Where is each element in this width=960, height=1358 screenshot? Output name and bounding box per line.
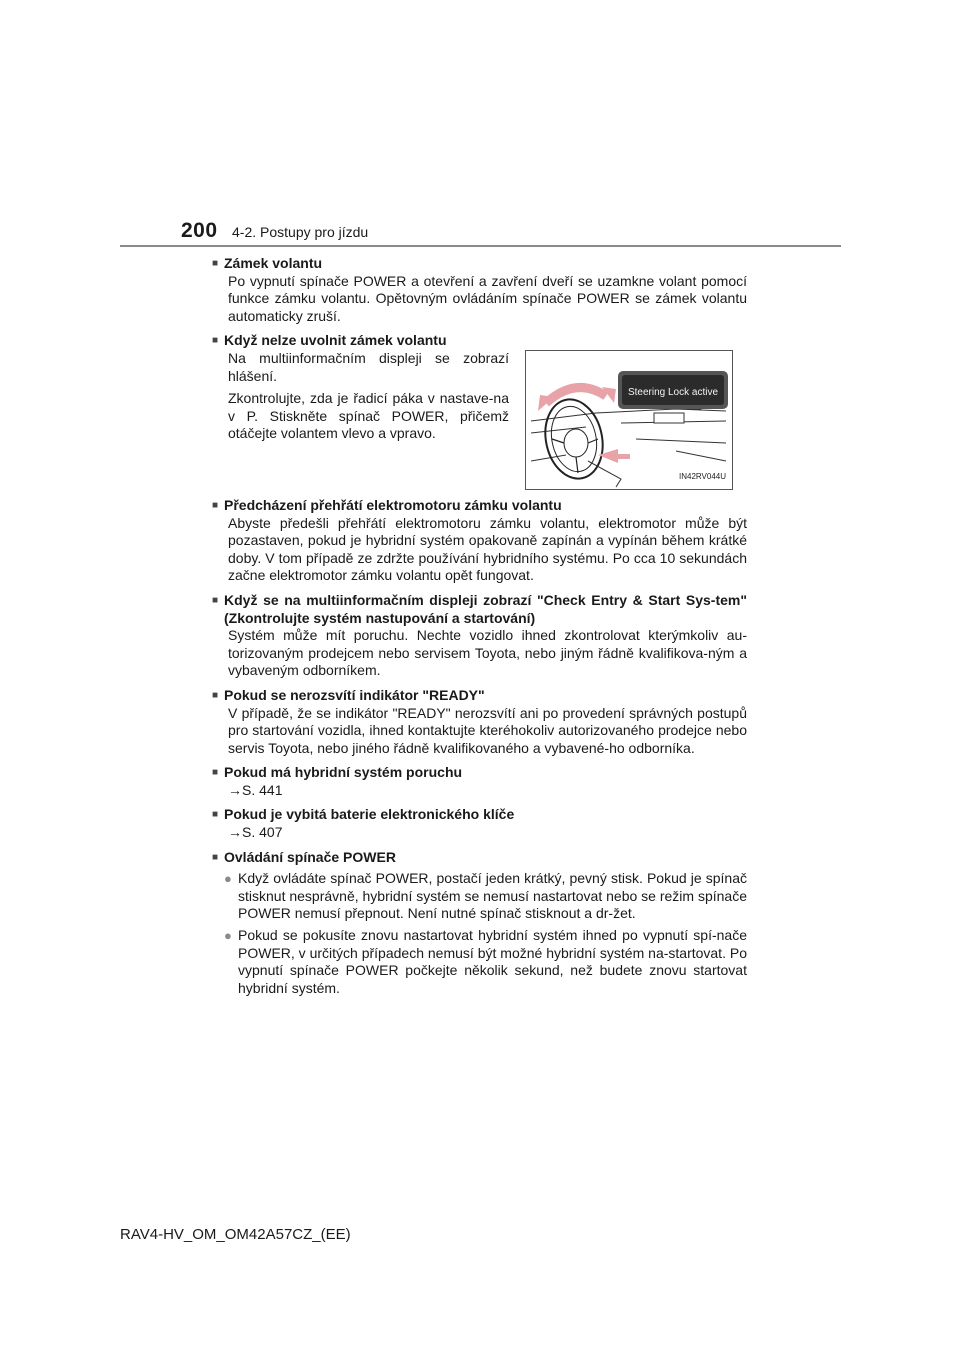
section-power-switch xyxy=(212,849,747,998)
section-heading: Ovládání spínače POWER xyxy=(224,848,396,865)
square-bullet-icon: ■ xyxy=(212,767,219,779)
section-heading: Pokud má hybridní systém poruchu xyxy=(224,764,463,781)
section-body: Po vypnutí spínače POWER a otevření a zavření dveří se uzamkne volant pomocí funkce zámku volantu. Opětovným ovládáním spínače POWER se zámek volantu automaticky zruší. xyxy=(228,272,747,324)
square-bullet-icon: ■ xyxy=(212,335,219,347)
square-bullet-icon: ■ xyxy=(212,809,219,821)
section-heading: Pokud je vybitá baterie elektronického klíče xyxy=(224,806,515,823)
paragraph: Na multiinformačním displeji se zobrazí hlášení. xyxy=(228,349,509,384)
square-bullet-icon: ■ xyxy=(212,689,219,701)
section-body: V případě, že se indikátor "READY" nerozsvítí ani po provedení správných postupů pro startování vozidla, ihned kontaktujte kteréhokoliv autorizovaného prodejce nebo servis Toyota, nebo jiného řádně kvalifikovaného a vybavené-ho odborníka. xyxy=(228,704,747,756)
section-overheat xyxy=(212,497,747,585)
circle-bullet-icon: ● xyxy=(224,928,232,944)
section-body: Abyste předešli přehřátí elektromotoru zámku volantu, elektromotor může být pozastaven, pokud je hybridní systém opakovaně zapínán a vypínán během krátké doby. V tom případě ze zdržte používání hybridního systému. Po cca 10 sekundách začne elektromotor zámku volantu opět fungovat. xyxy=(228,514,747,584)
page-reference[interactable]: →S. 407 xyxy=(228,824,283,841)
section-title: 4-2. Postupy pro jízdu xyxy=(232,224,369,240)
document-code: RAV4-HV_OM_OM42A57CZ_(EE) xyxy=(120,1226,351,1243)
section-heading: Zámek volantu xyxy=(224,255,323,271)
list-item-text: Pokud se pokusíte znovu nastartovat hybridní systém ihned po vypnutí spí-nače POWER, v určitých případech nemusí být možné hybridní systém na-startovat. Po vypnutí spínače POWER počkejte několik sekund, než budete znovu startovat hybridní systém. xyxy=(238,927,747,996)
page-content xyxy=(212,255,747,1004)
list-item xyxy=(224,870,747,923)
section-hybrid-fault xyxy=(212,764,747,799)
section-ready xyxy=(212,687,747,757)
section-heading: Když se na multiinformačním displeji zobrazí "Check Entry & Start Sys-tem" (Zkontrolujte systém nastupování a startování) xyxy=(224,591,747,626)
list-item-text: Když ovládáte spínač POWER, postačí jeden krátký, pevný stisk. Pokud je spínač stisknut nesprávně, hybridní systém se nemusí nastartovat nebo se režim spínače POWER nemusí přepnout. Není nutné spínač stisknout a dr-žet. xyxy=(238,870,747,922)
section-body: Systém může mít poruchu. Nechte vozidlo ihned zkontrolovat kterýmkoliv au-torizovaným prodejcem nebo servisem Toyota, nebo jiným řádně kvalifikova-ným a vybaveným odborníkem. xyxy=(228,627,747,679)
square-bullet-icon: ■ xyxy=(212,594,219,606)
header-rule xyxy=(120,245,841,247)
square-bullet-icon: ■ xyxy=(212,258,219,269)
square-bullet-icon: ■ xyxy=(212,499,219,511)
square-bullet-icon: ■ xyxy=(212,851,219,863)
section-heading: Když nelze uvolnit zámek volantu xyxy=(224,332,447,349)
steering-lock-illustration xyxy=(525,350,733,490)
section-check-entry xyxy=(212,592,747,680)
list-item xyxy=(224,927,747,997)
page-number: 200 xyxy=(181,219,218,242)
section-key-battery xyxy=(212,806,747,841)
page-reference[interactable]: →S. 441 xyxy=(228,781,283,798)
section-heading: Předcházení přehřátí elektromotoru zámku volantu xyxy=(224,496,562,513)
section-heading: Pokud se nerozsvítí indikátor "READY" xyxy=(224,686,485,703)
figure-code: IN42RV044U xyxy=(679,472,726,482)
circle-bullet-icon: ● xyxy=(224,871,232,887)
section-steering-lock xyxy=(212,255,747,325)
display-message: Steering Lock active xyxy=(627,386,719,398)
section-lock-release xyxy=(212,332,747,490)
paragraph: Zkontrolujte, zda je řadicí páka v nastave-na v P. Stiskněte spínač POWER, přičemž otáčejte volantem vlevo a vpravo. xyxy=(228,390,509,442)
